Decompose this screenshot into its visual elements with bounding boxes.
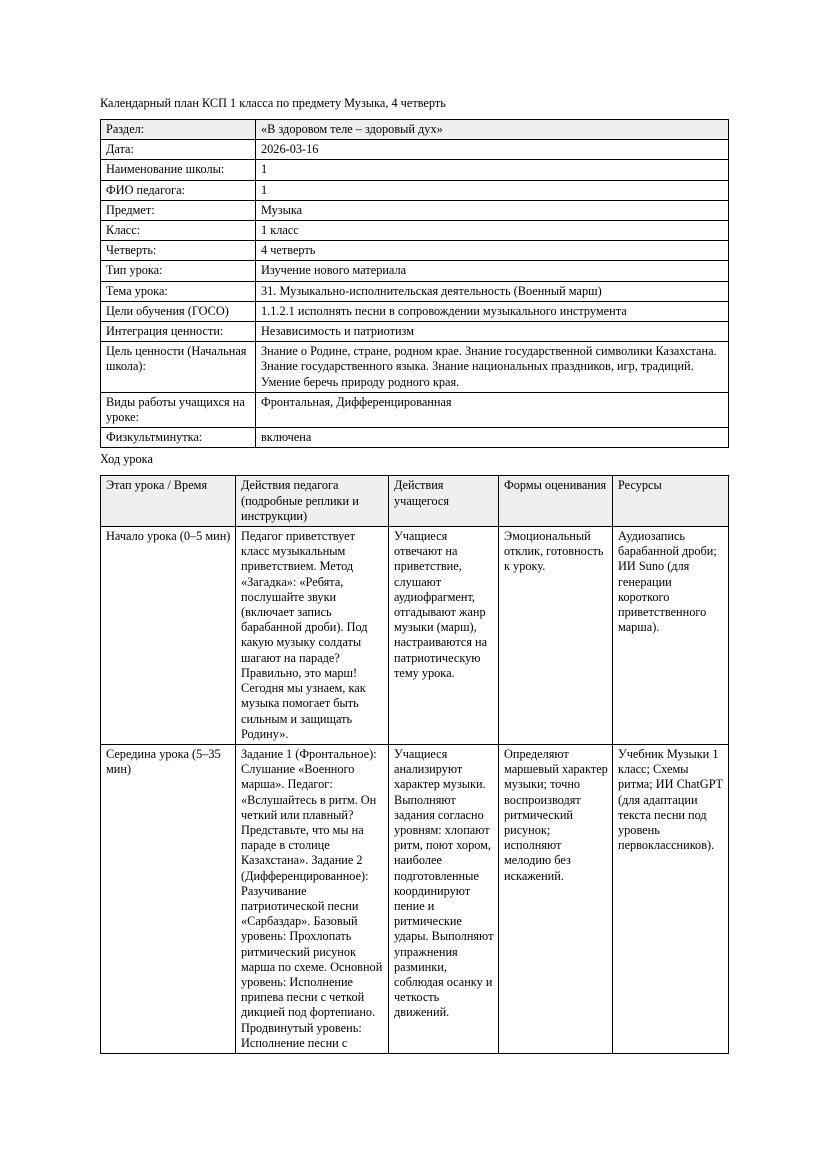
table-row — [101, 200, 729, 220]
info-label: Четверть: — [101, 241, 256, 261]
section-label-lesson-flow: Ход урока — [100, 452, 153, 467]
info-label: Тема урока: — [101, 281, 256, 301]
info-value: Изучение нового материала — [256, 261, 729, 281]
info-value: 1.1.2.1 исполнять песни в сопровождении музыкального инструмента — [256, 301, 729, 321]
info-value: 1 — [256, 180, 729, 200]
info-label: Дата: — [101, 140, 256, 160]
cell-assessment: Определяют маршевый характер музыки; точно воспроизводят ритмический рисунок; исполняют мелодию без искажений. — [499, 744, 613, 1053]
info-value: Знание о Родине, стране, родном крае. Знание государственной символики Казахстана. Знание государственного языка. Знание национальных праздников, игр, традиций. Умение беречь природу родного края. — [256, 342, 729, 393]
info-value: Музыка — [256, 200, 729, 220]
info-value: включена — [256, 428, 729, 448]
table-row — [101, 322, 729, 342]
table-row — [101, 261, 729, 281]
info-label: Физкультминутка: — [101, 428, 256, 448]
info-value: 2026-03-16 — [256, 140, 729, 160]
table-row — [101, 392, 729, 427]
column-header-student-actions: Действия учащегося — [389, 476, 499, 527]
info-label: Цель ценности (Начальная школа): — [101, 342, 256, 393]
info-value: 1 класс — [256, 221, 729, 241]
table-row — [101, 428, 729, 448]
cell-resources: Аудиозапись барабанной дроби; ИИ Suno (для генерации короткого приветственного марша). — [613, 527, 729, 745]
table-row — [101, 342, 729, 393]
cell-resources: Учебник Музыки 1 класс; Схемы ритма; ИИ ChatGPT (для адаптации текста песни под уровень первоклассников). — [613, 744, 729, 1053]
info-value: 31. Музыкально-исполнительская деятельность (Военный марш) — [256, 281, 729, 301]
info-label: Класс: — [101, 221, 256, 241]
cell-student-actions: Учащиеся анализируют характер музыки. Выполняют задания согласно уровням: хлопают ритм, поют хором, наиболее подготовленные координируют пение и ритмические удары. Выполняют упражнения разминки, соблюдая осанку и четкость движений. — [389, 744, 499, 1053]
column-header-stage: Этап урока / Время — [101, 476, 236, 527]
table-header-row — [101, 476, 729, 527]
cell-stage: Начало урока (0–5 мин) — [101, 527, 236, 745]
info-label: Раздел: — [101, 120, 256, 140]
table-row — [101, 180, 729, 200]
info-value: «В здоровом теле – здоровый дух» — [256, 120, 729, 140]
table-row — [101, 281, 729, 301]
table-row — [101, 221, 729, 241]
document-content — [100, 96, 728, 1054]
cell-teacher-actions: Педагог приветствует класс музыкальным приветствием. Метод «Загадка»: «Ребята, послушайте звуки (включает запись барабанной дроби). Под какую музыку солдаты шагают на параде? Правильно, это марш! Сегодня мы узнаем, как музыка помогает быть сильным и защищать Родину». — [236, 527, 389, 745]
lesson-info-table — [100, 119, 729, 448]
info-label: ФИО педагога: — [101, 180, 256, 200]
info-label: Предмет: — [101, 200, 256, 220]
info-value: Фронтальная, Дифференцированная — [256, 392, 729, 427]
info-label: Цели обучения (ГОСО) — [101, 301, 256, 321]
cell-teacher-actions: Задание 1 (Фронтальное): Слушание «Военного марша». Педагог: «Вслушайтесь в ритм. Он четкий или плавный? Представьте, что мы на параде в столице Казахстана». Задание 2 (Дифференцированное): Разучивание патриотической песни «Сарбаздар». Базовый уровень: Прохлопать ритмический рисунок марша по схеме. Основной уровень: Исполнение припева песни с четкой дикцией под фортепиано. Продвинутый уровень: Исполнение песни с — [236, 744, 389, 1053]
lesson-flow-table — [100, 475, 729, 1054]
info-label: Интеграция ценности: — [101, 322, 256, 342]
table-row — [101, 527, 729, 745]
page-title: Календарный план КСП 1 класса по предмету Музыка, 4 четверть — [100, 96, 446, 110]
table-row — [101, 301, 729, 321]
info-value: 1 — [256, 160, 729, 180]
column-header-teacher-actions: Действия педагога (подробные реплики и инструкции) — [236, 476, 389, 527]
table-row — [101, 160, 729, 180]
info-label: Наименование школы: — [101, 160, 256, 180]
table-row — [101, 744, 729, 1053]
cell-assessment: Эмоциональный отклик, готовность к уроку. — [499, 527, 613, 745]
cell-stage: Середина урока (5–35 мин) — [101, 744, 236, 1053]
cell-student-actions: Учащиеся отвечают на приветствие, слушают аудиофрагмент, отгадывают жанр музыки (марш), настраиваются на патриотическую тему урока. — [389, 527, 499, 745]
table-row — [101, 241, 729, 261]
info-label: Тип урока: — [101, 261, 256, 281]
info-value: Независимость и патриотизм — [256, 322, 729, 342]
table-row — [101, 120, 729, 140]
column-header-assessment: Формы оценивания — [499, 476, 613, 527]
info-label: Виды работы учащихся на уроке: — [101, 392, 256, 427]
column-header-resources: Ресурсы — [613, 476, 729, 527]
table-row — [101, 140, 729, 160]
info-value: 4 четверть — [256, 241, 729, 261]
